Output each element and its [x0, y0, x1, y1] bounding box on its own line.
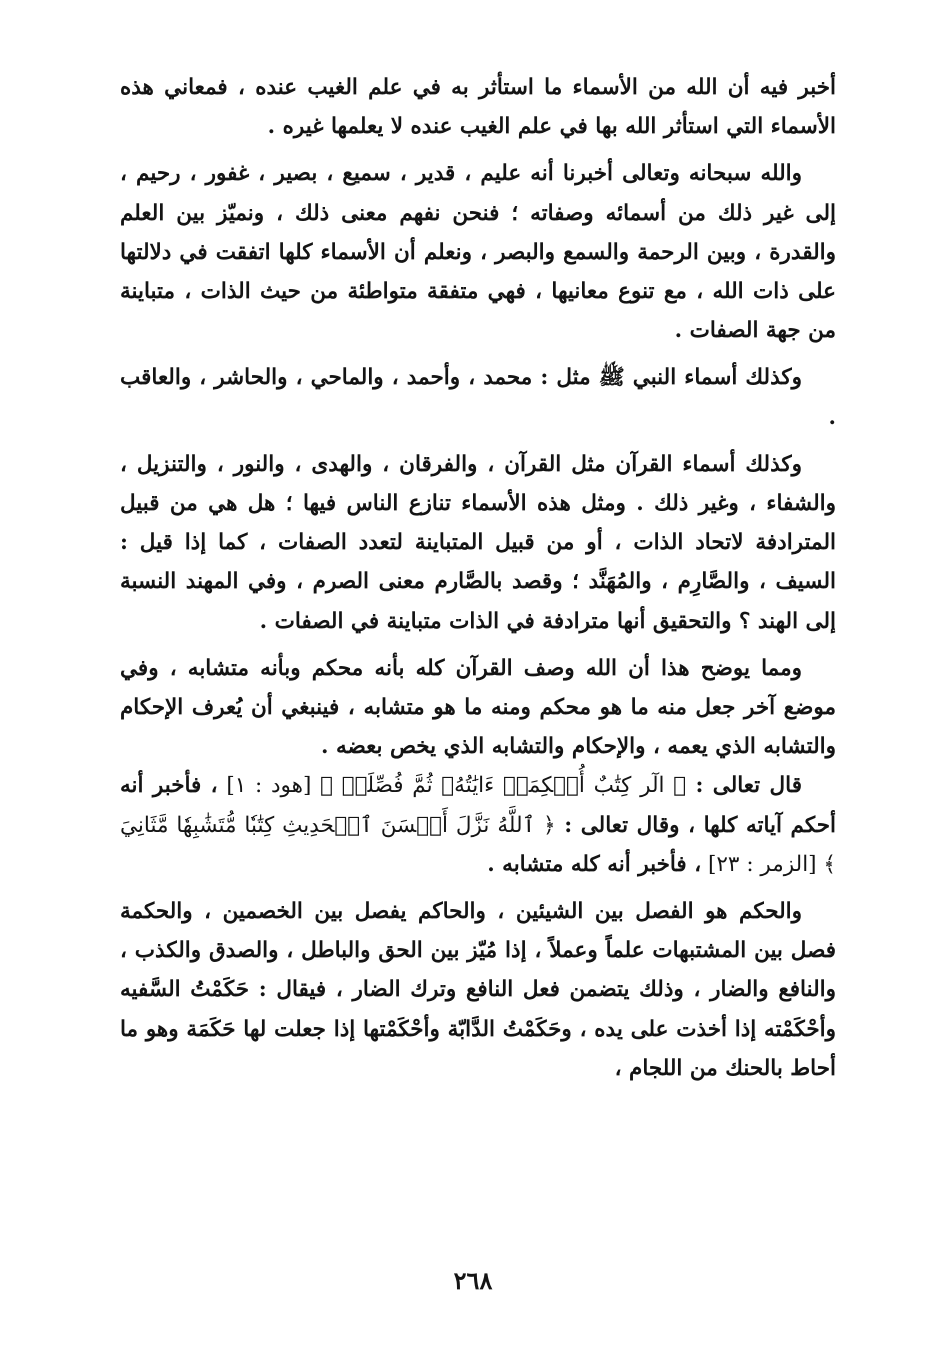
paragraph-7: والحكم هو الفصل بين الشيئين ، والحاكم يفصل بين الخصمين ، والحكمة فصل بين المشتبهات علماً وعملاً ، إذا مُيّز بين الحق والباطل ، والصدق والكذب ، والنافع والضار ، وذلك يتضمن فعل النافع وترك الضار ، فيقال : حَكَمْتُ السَّفيه وأحْكَمْته إذا أخذت على يده ، وحَكَمْتُ الدَّابّة وأحْكَمْتها إذا جعلت لها حَكَمَة وهو ما أحاط بالحنك من اللجام ، — [120, 899, 836, 1081]
page-number: ٢٦٨ — [453, 1266, 493, 1295]
verse-reference-zumar: [الزمر : ٢٣] — [701, 851, 824, 877]
quote-middle: ، فأخبر أنه أحكم آياته كلها ، وقال تعالى : — [120, 773, 836, 838]
quran-verse-zumar: ﴿ ٱللَّهُ نَزَّلَ أَحۡسَنَ ٱلۡحَدِيثِ كِتَٰبٗا مُّتَشَٰبِهٗا مَّثَانِيَ ﴾ — [120, 812, 836, 877]
paragraph-5: ومما يوضح هذا أن الله وصف القرآن كله بأنه محكم وبأنه متشابه ، وفي موضع آخر جعل منه ما هو محكم ومنه ما هو متشابه ، فينبغي أن يُعرف الإحكام والتشابه الذي يعمه ، والإحكام والتشابه الذي يخص بعضه . — [120, 655, 836, 760]
quote-intro: قال تعالى : — [686, 773, 802, 799]
paragraph-1: أخبر فيه أن الله من الأسماء ما استأثر به في علم الغيب عنده ، فمعاني هذه الأسماء التي استأثر الله بها في علم الغيب عنده لا يعلمها غيره . — [120, 75, 836, 140]
paragraph-3: وكذلك أسماء النبي ﷺ مثل : محمد ، وأحمد ، والماحي ، والحاشر ، والعاقب . — [120, 365, 836, 430]
paragraph-6-quran-quotes — [120, 766, 836, 884]
paragraph-2: والله سبحانه وتعالى أخبرنا أنه عليم ، قدير ، سميع ، بصير ، غفور ، رحيم ، إلى غير ذلك من أسمائه وصفاته ؛ فنحن نفهم معنى ذلك ، ونميّز بين العلم والقدرة ، وبين الرحمة والسمع والبصر ، ونعلم أن الأسماء كلها اتفقت في دلالتها على ذات الله ، مع تنوع معانيها ، فهي متفقة متواطئة من حيث الذات ، متباينة من جهة الصفات . — [120, 161, 836, 344]
verse-reference-hud: [هود : ١] — [217, 773, 321, 799]
body-text — [120, 68, 836, 1096]
quote-conclusion: ، فأخبر أنه كله متشابه . — [487, 851, 702, 877]
quran-verse-hud: ﴿ الٓر كِتَٰبٌ أُحۡكِمَتۡ ءَايَٰتُهُۥ ثُمَّ فُصِّلَتۡ ﴾ — [320, 773, 687, 799]
paragraph-4: وكذلك أسماء القرآن مثل القرآن ، والفرقان ، والهدى ، والنور ، والتنزيل ، والشفاء ، وغير ذلك . ومثل هذه الأسماء تنازع الناس فيها ؛ هل هي من قبيل المترادفة لاتحاد الذات ، أو من قبيل المتباينة لتعدد الصفات ، كما إذا قيل : السيف ، والصَّارِم ، والمُهَنَّد ؛ وقصد بالصَّارم معنى الصرم ، وفي المهند النسبة إلى الهند ؟ والتحقيق أنها مترادفة في الذات متباينة في الصفات . — [120, 451, 836, 634]
